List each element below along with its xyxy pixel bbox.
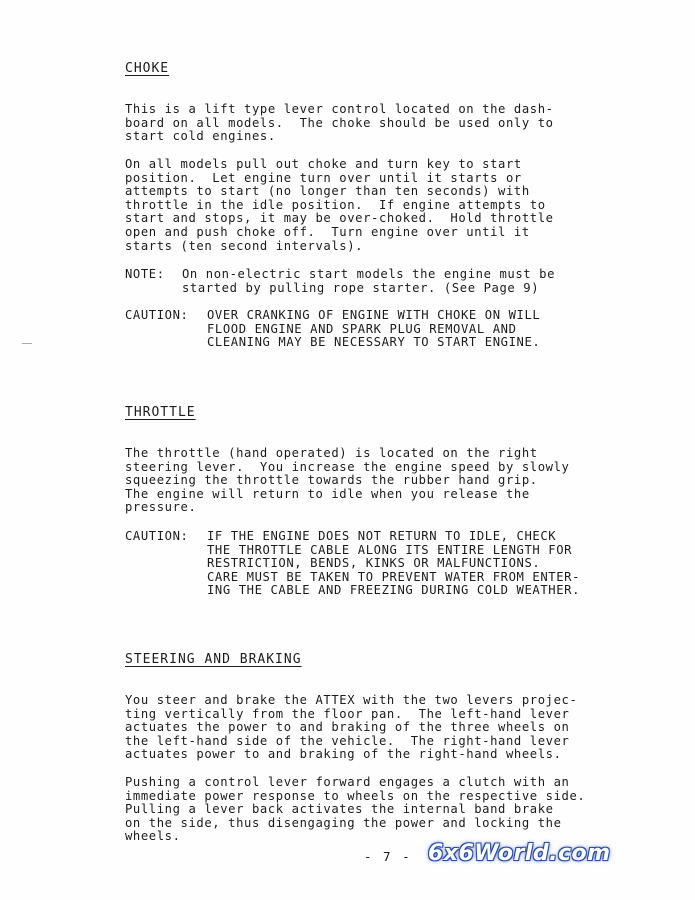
page-number: - 7 -	[364, 849, 412, 864]
section-heading-choke: CHOKE	[125, 61, 170, 76]
caution-label: CAUTION:	[125, 529, 189, 543]
scan-speck	[22, 343, 32, 344]
steering-paragraph-1: You steer and brake the ATTEX with the two levers projec- ting vertically from the floor pan. The left-hand lever actuates the power to and braking of the three wheels on the left-hand side of the vehicle. The right-hand lever actuates power to and braking of the right-hand wheels.	[125, 693, 578, 762]
throttle-paragraph-1: The throttle (hand operated) is located on the right steering lever. You increase the engine speed by slowly squeezing the throttle towards the rubber hand grip. The engine will return to idle when you release the pressure.	[125, 446, 570, 515]
note-text: On non-electric start models the engine must be started by pulling rope starter. (See Page 9)	[182, 267, 556, 295]
choke-paragraph-1: This is a lift type lever control located on the dash- board on all models. The choke should be used only to start cold engines.	[125, 102, 554, 144]
choke-caution-text: OVER CRANKING OF ENGINE WITH CHOKE ON WILL FLOOD ENGINE AND SPARK PLUG REMOVAL AND CLEANING MAY BE NECESSARY TO START ENGINE.	[207, 308, 541, 350]
section-heading-throttle: THROTTLE	[125, 405, 196, 420]
caution-label: CAUTION:	[125, 308, 189, 322]
steering-paragraph-2: Pushing a control lever forward engages a clutch with an immediate power response to wheels on the respective side. Pulling a lever back activates the internal band brake on the side, thus disengaging the power and locking the wheels.	[125, 775, 586, 844]
choke-paragraph-2: On all models pull out choke and turn key to start position. Let engine turn over until it starts or attempts to start (no longer than ten seconds) with throttle in the idle position. If engine attempts to start and stops, it may be over-choked. Hold throttle open and push choke off. Turn engine over until it starts (ten second intervals).	[125, 157, 554, 253]
watermark-logo: 6x6World.com	[428, 841, 611, 866]
note-label: NOTE:	[125, 267, 165, 281]
section-heading-steering-braking: STEERING AND BRAKING	[125, 652, 302, 667]
throttle-caution-text: IF THE ENGINE DOES NOT RETURN TO IDLE, CHECK THE THROTTLE CABLE ALONG ITS ENTIRE LENGTH FOR RESTRICTION, BENDS, KINKS OR MALFUNCTIONS. CARE MUST BE TAKEN TO PREVENT WATER FROM ENTER- ING THE CABLE AND FREEZING DURING COLD WEATHER.	[207, 529, 581, 598]
